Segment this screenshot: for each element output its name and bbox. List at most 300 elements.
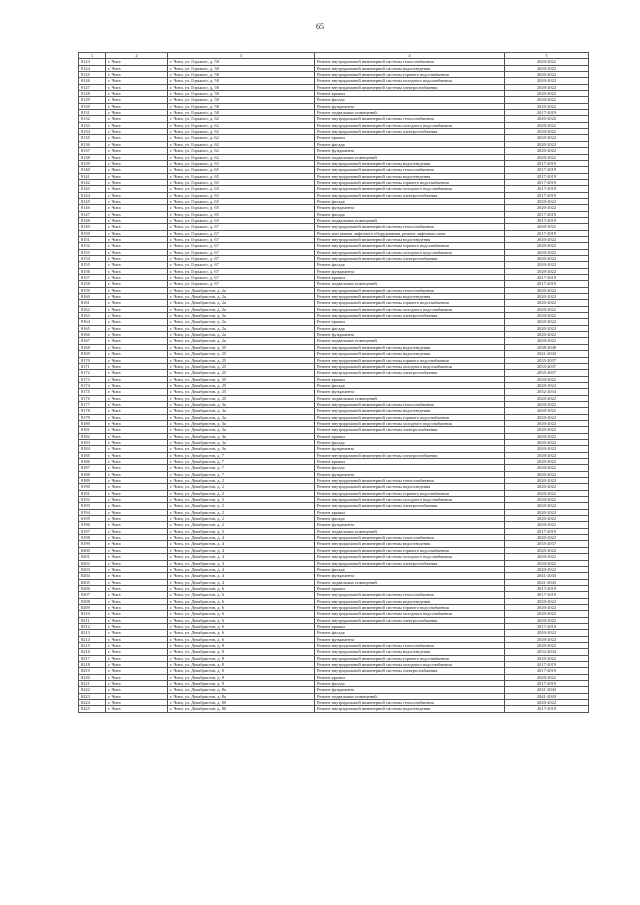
- work-type-cell: Ремонт внутридомовой инженерной системы теплоснабжения: [315, 535, 505, 541]
- period-cell: 2020-2022: [505, 141, 589, 147]
- row-number-cell: 8223: [79, 693, 106, 699]
- column-header: 3: [168, 53, 315, 59]
- period-cell: 2035-2037: [505, 370, 589, 376]
- address-cell: г. Чита, ул. Декабристов, д. 4: [168, 535, 315, 541]
- row-number-cell: 8188: [79, 471, 106, 477]
- municipality-cell: г. Чита: [106, 78, 168, 84]
- address-cell: г. Чита, ул. Горького, д. 58: [168, 65, 315, 71]
- row-number-cell: 8200: [79, 547, 106, 553]
- work-type-cell: Ремонт внутридомовой инженерной системы водоотведения: [315, 484, 505, 490]
- row-number-cell: 8202: [79, 560, 106, 566]
- municipality-cell: г. Чита: [106, 700, 168, 706]
- work-type-cell: Ремонт крыши: [315, 674, 505, 680]
- period-cell: 2020-2022: [505, 236, 589, 242]
- period-cell: 2020-2022: [505, 129, 589, 135]
- period-cell: 2020-2022: [505, 294, 589, 300]
- work-type-cell: Ремонт внутридомовой инженерной системы электроснабжения: [315, 452, 505, 458]
- municipality-cell: г. Чита: [106, 370, 168, 376]
- work-type-cell: Ремонт внутридомовой инженерной системы холодного водоснабжения: [315, 249, 505, 255]
- period-cell: 2020-2022: [505, 287, 589, 293]
- row-number-cell: 8127: [79, 84, 106, 90]
- period-cell: 2020-2022: [505, 598, 589, 604]
- row-number-cell: 8132: [79, 116, 106, 122]
- municipality-cell: г. Чита: [106, 256, 168, 262]
- address-cell: г. Чита, ул. Декабристов, д. 2: [168, 516, 315, 522]
- municipality-cell: г. Чита: [106, 97, 168, 103]
- address-cell: г. Чита, ул. Декабристов, д. 8: [168, 655, 315, 661]
- row-number-cell: 8145: [79, 198, 106, 204]
- row-number-cell: 8216: [79, 649, 106, 655]
- row-number-cell: 8213: [79, 630, 106, 636]
- row-number-cell: 8206: [79, 585, 106, 591]
- address-cell: г. Чита, ул. Горького, д. 65: [168, 211, 315, 217]
- period-cell: 2020-2022: [505, 427, 589, 433]
- row-number-cell: 8170: [79, 357, 106, 363]
- work-type-cell: Ремонт подвальных помещений: [315, 110, 505, 116]
- address-cell: г. Чита, ул. Декабристов, д. 8б: [168, 700, 315, 706]
- municipality-cell: г. Чита: [106, 344, 168, 350]
- municipality-cell: г. Чита: [106, 110, 168, 116]
- municipality-cell: г. Чита: [106, 376, 168, 382]
- municipality-cell: г. Чита: [106, 236, 168, 242]
- row-number-cell: 8131: [79, 110, 106, 116]
- period-cell: 2020-2022: [505, 198, 589, 204]
- address-cell: г. Чита, ул. Горького, д. 67: [168, 249, 315, 255]
- repair-schedule-table: [78, 52, 589, 713]
- address-cell: г. Чита, ул. Горького, д. 65: [168, 160, 315, 166]
- address-cell: г. Чита, ул. Декабристов, д. 6: [168, 636, 315, 642]
- municipality-cell: г. Чита: [106, 338, 168, 344]
- work-type-cell: Ремонт фасада: [315, 382, 505, 388]
- period-cell: 2020-2022: [505, 224, 589, 230]
- period-cell: 2017-2019: [505, 160, 589, 166]
- address-cell: г. Чита, ул. Горького, д. 65: [168, 198, 315, 204]
- row-number-cell: 8150: [79, 230, 106, 236]
- row-number-cell: 8199: [79, 541, 106, 547]
- row-number-cell: 8136: [79, 141, 106, 147]
- address-cell: г. Чита, ул. Горького, д. 58: [168, 84, 315, 90]
- work-type-cell: Ремонт внутридомовой инженерной системы теплоснабжения: [315, 287, 505, 293]
- work-type-cell: Ремонт крыши: [315, 275, 505, 281]
- work-type-cell: Ремонт внутридомовой инженерной системы водоотведения: [315, 65, 505, 71]
- period-cell: 2017-2019: [505, 662, 589, 668]
- row-number-cell: 8192: [79, 497, 106, 503]
- work-type-cell: Ремонт внутридомовой инженерной системы горячего водоснабжения: [315, 490, 505, 496]
- municipality-cell: г. Чита: [106, 535, 168, 541]
- municipality-cell: г. Чита: [106, 484, 168, 490]
- municipality-cell: г. Чита: [106, 668, 168, 674]
- address-cell: г. Чита, ул. Декабристов, д. 7: [168, 471, 315, 477]
- row-number-cell: 8135: [79, 135, 106, 141]
- row-number-cell: 8171: [79, 363, 106, 369]
- municipality-cell: г. Чита: [106, 275, 168, 281]
- address-cell: г. Чита, ул. Горького, д. 67: [168, 275, 315, 281]
- address-cell: г. Чита, ул. Горького, д. 58: [168, 78, 315, 84]
- row-number-cell: 8218: [79, 662, 106, 668]
- work-type-cell: Ремонт подвальных помещений: [315, 528, 505, 534]
- period-cell: 2020-2022: [505, 84, 589, 90]
- row-number-cell: 8179: [79, 414, 106, 420]
- work-type-cell: Ремонт внутридомовой инженерной системы электроснабжения: [315, 668, 505, 674]
- municipality-cell: г. Чита: [106, 649, 168, 655]
- period-cell: 2020-2022: [505, 484, 589, 490]
- work-type-cell: Ремонт фасада: [315, 516, 505, 522]
- municipality-cell: г. Чита: [106, 681, 168, 687]
- address-cell: г. Чита, ул. Декабристов, д. 8: [168, 642, 315, 648]
- row-number-cell: 8172: [79, 370, 106, 376]
- period-cell: 2020-2022: [505, 91, 589, 97]
- address-cell: г. Чита, ул. Горького, д. 67: [168, 224, 315, 230]
- work-type-cell: Ремонт внутридомовой инженерной системы холодного водоснабжения: [315, 554, 505, 560]
- work-type-cell: Ремонт фундамента: [315, 446, 505, 452]
- work-type-cell: Ремонт внутридомовой инженерной системы теплоснабжения: [315, 224, 505, 230]
- municipality-cell: г. Чита: [106, 135, 168, 141]
- work-type-cell: Ремонт внутридомовой инженерной системы водоотведения: [315, 344, 505, 350]
- row-number-cell: 8184: [79, 446, 106, 452]
- period-cell: 2020-2022: [505, 560, 589, 566]
- address-cell: г. Чита, ул. Горького, д. 65: [168, 173, 315, 179]
- period-cell: 2020-2022: [505, 154, 589, 160]
- row-number-cell: 8198: [79, 535, 106, 541]
- period-cell: 2020-2022: [505, 59, 589, 65]
- municipality-cell: г. Чита: [106, 516, 168, 522]
- work-type-cell: Ремонт внутридомовой инженерной системы холодного водоснабжения: [315, 662, 505, 668]
- work-type-cell: Ремонт внутридомовой инженерной системы горячего водоснабжения: [315, 547, 505, 553]
- period-cell: 2017-2019: [505, 585, 589, 591]
- period-cell: 2017-2019: [505, 230, 589, 236]
- municipality-cell: г. Чита: [106, 287, 168, 293]
- address-cell: г. Чита, ул. Горького, д. 67: [168, 268, 315, 274]
- work-type-cell: Ремонт или замена лифтового оборудования, ремонт лифтовых шахт: [315, 230, 505, 236]
- municipality-cell: г. Чита: [106, 503, 168, 509]
- address-cell: г. Чита, ул. Декабристов, д. 2а: [168, 313, 315, 319]
- address-cell: г. Чита, ул. Декабристов, д. 4: [168, 566, 315, 572]
- address-cell: г. Чита, ул. Горького, д. 58: [168, 110, 315, 116]
- address-cell: г. Чита, ул. Горького, д. 67: [168, 230, 315, 236]
- municipality-cell: г. Чита: [106, 230, 168, 236]
- municipality-cell: г. Чита: [106, 217, 168, 223]
- municipality-cell: г. Чита: [106, 141, 168, 147]
- work-type-cell: Ремонт фундамента: [315, 522, 505, 528]
- row-number-cell: 8225: [79, 706, 106, 712]
- municipality-cell: г. Чита: [106, 573, 168, 579]
- period-cell: 2017-2019: [505, 179, 589, 185]
- row-number-cell: 8141: [79, 173, 106, 179]
- period-cell: 2020-2022: [505, 325, 589, 331]
- row-number-cell: 8164: [79, 319, 106, 325]
- address-cell: г. Чита, ул. Декабристов, д. 6: [168, 611, 315, 617]
- address-cell: г. Чита, ул. Декабристов, д. 25: [168, 376, 315, 382]
- row-number-cell: 8166: [79, 332, 106, 338]
- work-type-cell: Ремонт внутридомовой инженерной системы горячего водоснабжения: [315, 300, 505, 306]
- work-type-cell: Ремонт фундамента: [315, 205, 505, 211]
- work-type-cell: Ремонт внутридомовой инженерной системы электроснабжения: [315, 560, 505, 566]
- address-cell: г. Чита, ул. Горького, д. 67: [168, 256, 315, 262]
- row-number-cell: 8123: [79, 59, 106, 65]
- municipality-cell: г. Чита: [106, 313, 168, 319]
- address-cell: г. Чита, ул. Декабристов, д. 8: [168, 674, 315, 680]
- address-cell: г. Чита, ул. Декабристов, д. 25: [168, 363, 315, 369]
- address-cell: г. Чита, ул. Горького, д. 62: [168, 141, 315, 147]
- work-type-cell: Ремонт внутридомовой инженерной системы горячего водоснабжения: [315, 655, 505, 661]
- period-cell: 2017-2019: [505, 211, 589, 217]
- row-number-cell: 8128: [79, 91, 106, 97]
- row-number-cell: 8142: [79, 179, 106, 185]
- work-type-cell: Ремонт подвальных помещений: [315, 579, 505, 585]
- work-type-cell: Ремонт подвальных помещений: [315, 281, 505, 287]
- row-number-cell: 8197: [79, 528, 106, 534]
- municipality-cell: г. Чита: [106, 560, 168, 566]
- municipality-cell: г. Чита: [106, 84, 168, 90]
- period-cell: 2035-2037: [505, 357, 589, 363]
- work-type-cell: Ремонт внутридомовой инженерной системы горячего водоснабжения: [315, 72, 505, 78]
- row-number-cell: 8189: [79, 478, 106, 484]
- address-cell: г. Чита, ул. Декабристов, д. 2а: [168, 300, 315, 306]
- work-type-cell: Ремонт внутридомовой инженерной системы горячего водоснабжения: [315, 357, 505, 363]
- municipality-cell: г. Чита: [106, 541, 168, 547]
- address-cell: г. Чита, ул. Декабристов, д. 3а: [168, 414, 315, 420]
- address-cell: г. Чита, ул. Декабристов, д. 3а: [168, 420, 315, 426]
- address-cell: г. Чита, ул. Декабристов, д. 2а: [168, 325, 315, 331]
- row-number-cell: 8181: [79, 427, 106, 433]
- period-cell: 2041-2043: [505, 693, 589, 699]
- row-number-cell: 8151: [79, 236, 106, 242]
- period-cell: 2020-2022: [505, 611, 589, 617]
- work-type-cell: Ремонт крыши: [315, 91, 505, 97]
- address-cell: г. Чита, ул. Декабристов, д. 3а: [168, 446, 315, 452]
- period-cell: 2020-2022: [505, 478, 589, 484]
- row-number-cell: 8180: [79, 420, 106, 426]
- municipality-cell: г. Чита: [106, 192, 168, 198]
- period-cell: 2020-2022: [505, 338, 589, 344]
- address-cell: г. Чита, ул. Горького, д. 67: [168, 262, 315, 268]
- address-cell: г. Чита, ул. Декабристов, д. 6: [168, 630, 315, 636]
- row-number-cell: 8217: [79, 655, 106, 661]
- work-type-cell: Ремонт крыши: [315, 135, 505, 141]
- period-cell: 2020-2022: [505, 332, 589, 338]
- work-type-cell: Ремонт подвальных помещений: [315, 217, 505, 223]
- period-cell: 2017-2019: [505, 192, 589, 198]
- period-cell: 2020-2022: [505, 262, 589, 268]
- period-cell: 2020-2022: [505, 243, 589, 249]
- address-cell: г. Чита, ул. Декабристов, д. 7: [168, 459, 315, 465]
- municipality-cell: г. Чита: [106, 655, 168, 661]
- row-number-cell: 8137: [79, 148, 106, 154]
- period-cell: 2020-2022: [505, 313, 589, 319]
- address-cell: г. Чита, ул. Горького, д. 62: [168, 148, 315, 154]
- row-number-cell: 8212: [79, 623, 106, 629]
- municipality-cell: г. Чита: [106, 585, 168, 591]
- municipality-cell: г. Чита: [106, 357, 168, 363]
- row-number-cell: 8157: [79, 275, 106, 281]
- work-type-cell: Ремонт фасада: [315, 198, 505, 204]
- table-body: [79, 59, 589, 712]
- period-cell: 2017-2019: [505, 668, 589, 674]
- address-cell: г. Чита, ул. Декабристов, д. 25: [168, 370, 315, 376]
- period-cell: 2020-2022: [505, 148, 589, 154]
- row-number-cell: 8201: [79, 554, 106, 560]
- row-number-cell: 8139: [79, 160, 106, 166]
- period-cell: 2020-2022: [505, 554, 589, 560]
- municipality-cell: г. Чита: [106, 198, 168, 204]
- work-type-cell: Ремонт внутридомовой инженерной системы электроснабжения: [315, 192, 505, 198]
- period-cell: 2017-2019: [505, 110, 589, 116]
- address-cell: г. Чита, ул. Горького, д. 62: [168, 122, 315, 128]
- work-type-cell: Ремонт внутридомовой инженерной системы водоотведения: [315, 294, 505, 300]
- period-cell: 2020-2022: [505, 103, 589, 109]
- work-type-cell: Ремонт крыши: [315, 459, 505, 465]
- period-cell: 2020-2022: [505, 300, 589, 306]
- work-type-cell: Ремонт фундамента: [315, 471, 505, 477]
- row-number-cell: 8204: [79, 573, 106, 579]
- period-cell: 2020-2022: [505, 617, 589, 623]
- row-number-cell: 8165: [79, 325, 106, 331]
- work-type-cell: Ремонт фасада: [315, 262, 505, 268]
- work-type-cell: Ремонт внутридомовой инженерной системы электроснабжения: [315, 84, 505, 90]
- work-type-cell: Ремонт внутридомовой инженерной системы электроснабжения: [315, 427, 505, 433]
- period-cell: 2020-2022: [505, 414, 589, 420]
- period-cell: 2020-2022: [505, 459, 589, 465]
- work-type-cell: Ремонт подвальных помещений: [315, 693, 505, 699]
- address-cell: г. Чита, ул. Горького, д. 62: [168, 116, 315, 122]
- work-type-cell: Ремонт фундамента: [315, 268, 505, 274]
- address-cell: г. Чита, ул. Декабристов, д. 25: [168, 344, 315, 350]
- municipality-cell: г. Чита: [106, 224, 168, 230]
- municipality-cell: г. Чита: [106, 497, 168, 503]
- row-number-cell: 8176: [79, 395, 106, 401]
- address-cell: г. Чита, ул. Горького, д. 65: [168, 205, 315, 211]
- work-type-cell: Ремонт внутридомовой инженерной системы холодного водоснабжения: [315, 186, 505, 192]
- address-cell: г. Чита, ул. Горького, д. 58: [168, 59, 315, 65]
- address-cell: г. Чита, ул. Горького, д. 62: [168, 129, 315, 135]
- municipality-cell: г. Чита: [106, 179, 168, 185]
- municipality-cell: г. Чита: [106, 630, 168, 636]
- row-number-cell: 8153: [79, 249, 106, 255]
- row-number-cell: 8207: [79, 592, 106, 598]
- period-cell: 2020-2022: [505, 319, 589, 325]
- row-number-cell: 8146: [79, 205, 106, 211]
- period-cell: 2020-2022: [505, 97, 589, 103]
- period-cell: 2017-2019: [505, 706, 589, 712]
- address-cell: г. Чита, ул. Декабристов, д. 2а: [168, 319, 315, 325]
- period-cell: 2020-2022: [505, 547, 589, 553]
- row-number-cell: 8209: [79, 604, 106, 610]
- period-cell: 2032-2034: [505, 389, 589, 395]
- work-type-cell: Ремонт внутридомовой инженерной системы водоотведения: [315, 541, 505, 547]
- period-cell: 2041-2043: [505, 579, 589, 585]
- row-number-cell: 8124: [79, 65, 106, 71]
- row-number-cell: 8220: [79, 674, 106, 680]
- period-cell: 2020-2022: [505, 382, 589, 388]
- municipality-cell: г. Чита: [106, 522, 168, 528]
- municipality-cell: г. Чита: [106, 611, 168, 617]
- work-type-cell: Ремонт фасада: [315, 630, 505, 636]
- municipality-cell: г. Чита: [106, 116, 168, 122]
- period-cell: 2020-2022: [505, 116, 589, 122]
- work-type-cell: Ремонт внутридомовой инженерной системы холодного водоснабжения: [315, 78, 505, 84]
- address-cell: г. Чита, ул. Декабристов, д. 25: [168, 395, 315, 401]
- municipality-cell: г. Чита: [106, 617, 168, 623]
- address-cell: г. Чита, ул. Декабристов, д. 6: [168, 604, 315, 610]
- municipality-cell: г. Чита: [106, 382, 168, 388]
- period-cell: 2017-2019: [505, 528, 589, 534]
- row-number-cell: 8196: [79, 522, 106, 528]
- address-cell: г. Чита, ул. Горького, д. 65: [168, 186, 315, 192]
- municipality-cell: г. Чита: [106, 351, 168, 357]
- work-type-cell: Ремонт фундамента: [315, 573, 505, 579]
- period-cell: 2020-2022: [505, 509, 589, 515]
- address-cell: г. Чита, ул. Горького, д. 67: [168, 281, 315, 287]
- row-number-cell: 8152: [79, 243, 106, 249]
- work-type-cell: Ремонт фасада: [315, 465, 505, 471]
- municipality-cell: г. Чита: [106, 706, 168, 712]
- address-cell: г. Чита, ул. Декабристов, д. 4: [168, 579, 315, 585]
- address-cell: г. Чита, ул. Горького, д. 65: [168, 217, 315, 223]
- table-row: [79, 706, 589, 712]
- period-cell: 2020-2022: [505, 401, 589, 407]
- municipality-cell: г. Чита: [106, 414, 168, 420]
- work-type-cell: Ремонт фундамента: [315, 148, 505, 154]
- municipality-cell: г. Чита: [106, 363, 168, 369]
- work-type-cell: Ремонт внутридомовой инженерной системы горячего водоснабжения: [315, 414, 505, 420]
- municipality-cell: г. Чита: [106, 642, 168, 648]
- row-number-cell: 8178: [79, 408, 106, 414]
- municipality-cell: г. Чита: [106, 471, 168, 477]
- work-type-cell: Ремонт подвальных помещений: [315, 338, 505, 344]
- work-type-cell: Ремонт крыши: [315, 509, 505, 515]
- work-type-cell: Ремонт фундамента: [315, 636, 505, 642]
- period-cell: 2041-2043: [505, 573, 589, 579]
- address-cell: г. Чита, ул. Декабристов, д. 2: [168, 490, 315, 496]
- address-cell: г. Чита, ул. Декабристов, д. 2: [168, 497, 315, 503]
- address-cell: г. Чита, ул. Декабристов, д. 3а: [168, 401, 315, 407]
- address-cell: г. Чита, ул. Декабристов, д. 2а: [168, 287, 315, 293]
- address-cell: г. Чита, ул. Декабристов, д. 4: [168, 554, 315, 560]
- municipality-cell: г. Чита: [106, 103, 168, 109]
- period-cell: 2020-2022: [505, 604, 589, 610]
- period-cell: 2017-2019: [505, 186, 589, 192]
- work-type-cell: Ремонт внутридомовой инженерной системы электроснабжения: [315, 129, 505, 135]
- work-type-cell: Ремонт внутридомовой инженерной системы электроснабжения: [315, 370, 505, 376]
- row-number-cell: 8163: [79, 313, 106, 319]
- row-number-cell: 8126: [79, 78, 106, 84]
- work-type-cell: Ремонт крыши: [315, 433, 505, 439]
- address-cell: г. Чита, ул. Декабристов, д. 2а: [168, 338, 315, 344]
- municipality-cell: г. Чита: [106, 427, 168, 433]
- municipality-cell: г. Чита: [106, 408, 168, 414]
- municipality-cell: г. Чита: [106, 122, 168, 128]
- period-cell: 2020-2022: [505, 433, 589, 439]
- address-cell: г. Чита, ул. Декабристов, д. 4: [168, 547, 315, 553]
- row-number-cell: 8177: [79, 401, 106, 407]
- municipality-cell: г. Чита: [106, 91, 168, 97]
- period-cell: 2020-2022: [505, 497, 589, 503]
- work-type-cell: Ремонт крыши: [315, 585, 505, 591]
- municipality-cell: г. Чита: [106, 148, 168, 154]
- period-cell: 2020-2022: [505, 135, 589, 141]
- municipality-cell: г. Чита: [106, 401, 168, 407]
- work-type-cell: Ремонт фундамента: [315, 389, 505, 395]
- row-number-cell: 8190: [79, 484, 106, 490]
- municipality-cell: г. Чита: [106, 249, 168, 255]
- column-header: 5: [505, 53, 589, 59]
- work-type-cell: Ремонт внутридомовой инженерной системы холодного водоснабжения: [315, 420, 505, 426]
- municipality-cell: г. Чита: [106, 604, 168, 610]
- period-cell: 2032-2034: [505, 649, 589, 655]
- row-number-cell: 8174: [79, 382, 106, 388]
- address-cell: г. Чита, ул. Декабристов, д. 2а: [168, 294, 315, 300]
- municipality-cell: г. Чита: [106, 332, 168, 338]
